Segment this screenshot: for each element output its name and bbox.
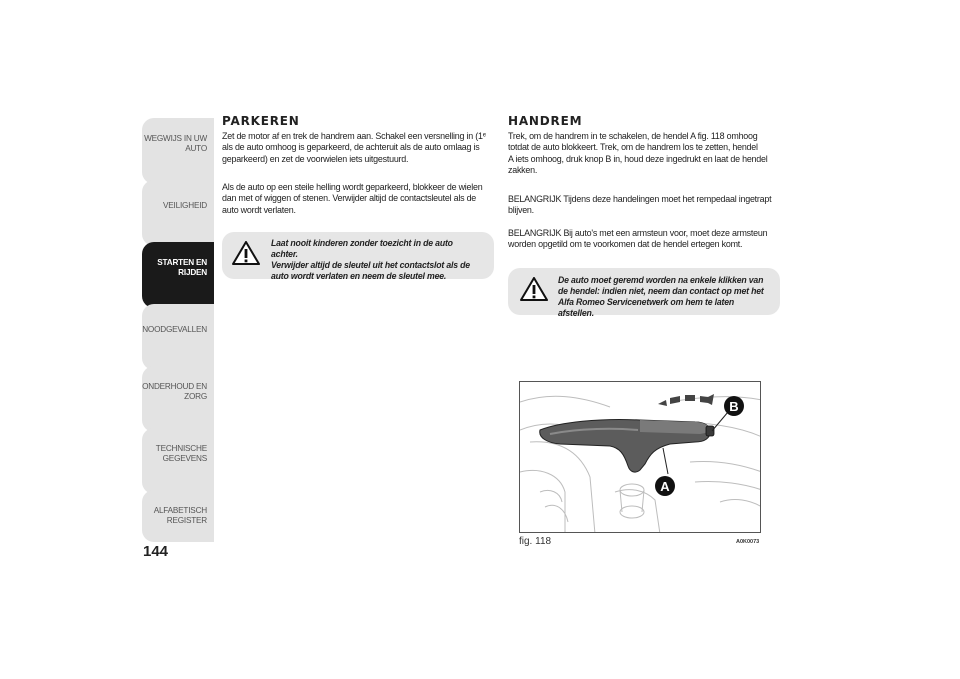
tab-label: TECHNISCHE bbox=[155, 444, 207, 453]
tab-starten-en-rijden[interactable] bbox=[142, 242, 214, 308]
text-line: De auto moet geremd worden na enkele klikken van bbox=[558, 274, 764, 285]
text-line: auto wordt verlaten en neem de sleutel mee. bbox=[271, 270, 447, 281]
text-line: de hendel: indien niet, neem dan contact op met het bbox=[558, 285, 764, 296]
paragraph-handrem-1 bbox=[508, 131, 767, 177]
tab-wegwijs[interactable] bbox=[142, 118, 214, 184]
tab-label: AUTO bbox=[185, 144, 207, 153]
tab-label: ZORG bbox=[184, 392, 207, 401]
tab-technische-gegevens[interactable] bbox=[142, 428, 214, 494]
tab-label: STARTEN EN bbox=[157, 258, 207, 267]
text-line: Als de auto op een steile helling wordt geparkeerd, blokkeer de wielen bbox=[222, 182, 483, 193]
text-line: Verwijder altijd de sleutel uit het contactslot als de bbox=[271, 259, 470, 270]
heading-handrem: HANDREM bbox=[508, 114, 583, 128]
warning-box-parkeren bbox=[222, 232, 494, 279]
figure-caption: fig. 118 bbox=[519, 536, 552, 547]
text-line: dan met of wiggen of stenen. Verwijder altijd de contactsleutel als de bbox=[222, 193, 477, 205]
tab-alfabetisch-register[interactable] bbox=[142, 490, 214, 542]
tab-label: ONDERHOUD EN bbox=[142, 382, 207, 391]
paragraph-parkeren-2 bbox=[222, 182, 482, 216]
text-line: blijven. bbox=[508, 205, 534, 217]
heading-parkeren: PARKEREN bbox=[222, 114, 300, 128]
text-line: A iets omhoog, druk knop B in, houd deze ingedrukt en laat de hendel bbox=[508, 153, 768, 165]
tab-label: NOODGEVALLEN bbox=[142, 325, 207, 334]
warning-box-handrem bbox=[508, 268, 780, 318]
text-line: BELANGRIJK Tijdens deze handelingen moet het rempedaal ingetrapt bbox=[508, 194, 772, 205]
text-line: BELANGRIJK Bij auto's met een armsteun voor, moet deze armsteun bbox=[508, 228, 768, 239]
tab-label: REGISTER bbox=[166, 516, 207, 525]
paragraph-handrem-3 bbox=[508, 228, 767, 251]
text-line: geparkeerd) en zet de voorwielen iets uitgestuurd. bbox=[222, 153, 409, 165]
text-line: Alfa Romeo Servicenetwerk om hem te laten afstellen. bbox=[558, 296, 735, 318]
page-number: 144 bbox=[143, 543, 169, 560]
text-line: Laat nooit kinderen zonder toezicht in de auto achter. bbox=[271, 237, 453, 259]
callout-b-label: B bbox=[729, 399, 739, 414]
tab-label: WEGWIJS IN UW bbox=[144, 134, 207, 143]
tab-veiligheid[interactable] bbox=[142, 180, 214, 246]
tab-noodgevallen[interactable] bbox=[142, 304, 214, 370]
tab-onderhoud-en-zorg[interactable] bbox=[142, 366, 214, 432]
handbrake-illustration bbox=[520, 382, 761, 533]
tab-label: RIJDEN bbox=[178, 268, 207, 277]
text-line: totdat de auto blokkeert. Trek, om de handrem los te zetten, hendel bbox=[508, 142, 758, 154]
text-line: Zet de motor af en trek de handrem aan. Schakel een versnelling in (1ᵉ bbox=[222, 131, 486, 142]
text-line: worden opgetild om te voorkomen dat de hendel ertegen komt. bbox=[508, 239, 743, 251]
warning-triangle-icon bbox=[520, 277, 548, 301]
text-line: auto wordt verlaten. bbox=[222, 204, 296, 216]
tab-label: VEILIGHEID bbox=[163, 201, 207, 210]
tab-label: ALFABETISCH bbox=[153, 506, 207, 515]
text-line: als de auto omhoog is geparkeerd, de achteruit als de auto omlaag is bbox=[222, 142, 480, 154]
figure-handbrake-illustration bbox=[519, 381, 761, 533]
text-line: zakken. bbox=[508, 165, 538, 177]
paragraph-handrem-2 bbox=[508, 194, 771, 217]
paragraph-parkeren-1 bbox=[222, 131, 486, 165]
tab-label: GEGEVENS bbox=[162, 454, 207, 463]
warning-text-parkeren bbox=[271, 237, 478, 281]
figure-code: A0K0073 bbox=[736, 539, 760, 545]
warning-text-handrem bbox=[558, 274, 764, 318]
callout-a-label: A bbox=[660, 479, 670, 494]
warning-triangle-icon bbox=[232, 241, 260, 265]
text-line: Trek, om de handrem in te schakelen, de hendel A fig. 118 omhoog bbox=[508, 131, 758, 142]
